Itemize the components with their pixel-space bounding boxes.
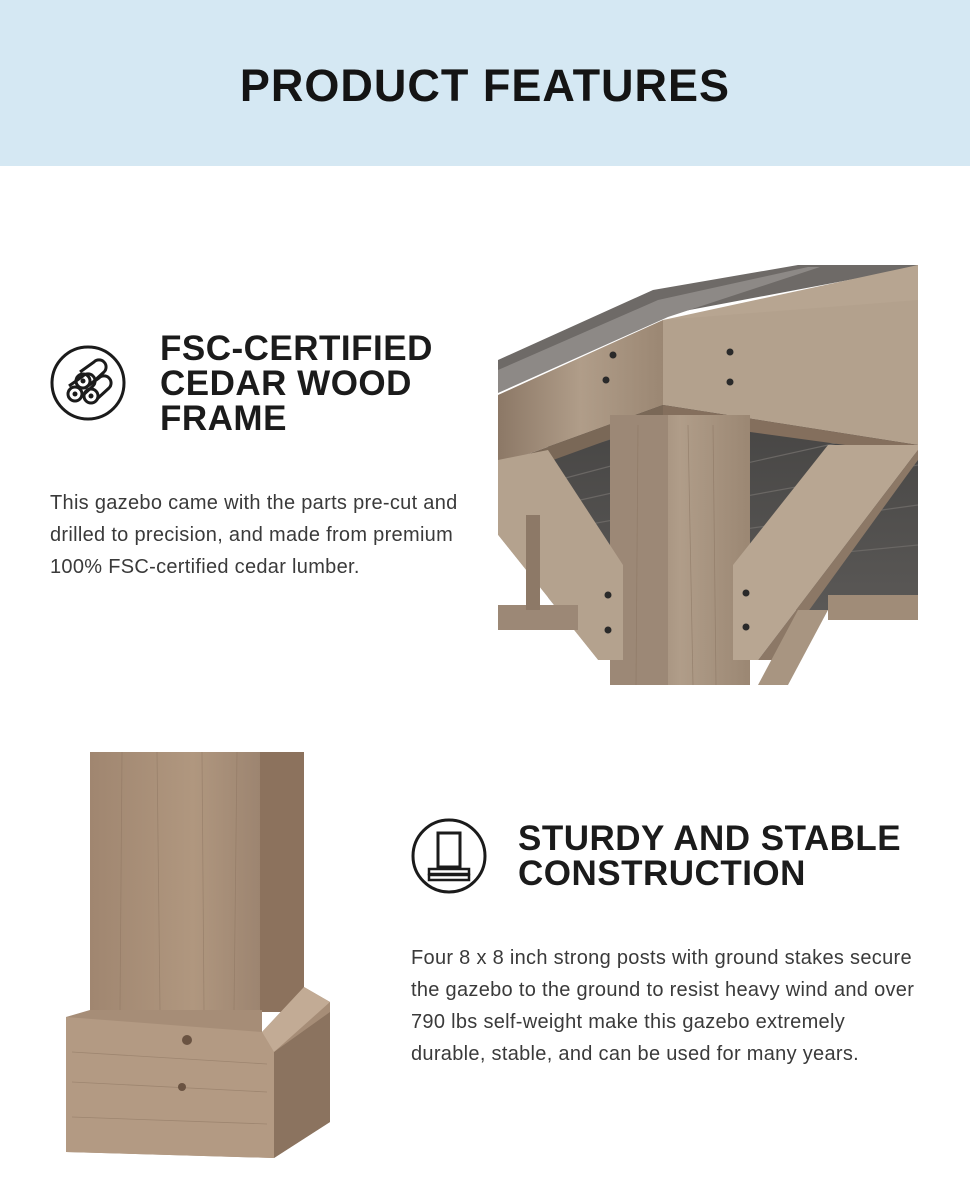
gazebo-corner-photo xyxy=(498,265,918,685)
wood-logs-icon xyxy=(50,345,126,421)
feature-description: Four 8 x 8 inch strong posts with ground stakes secure the gazebo to the ground to resist heavy wind and over 790 lbs self-weight make this gazebo extremely durable, stable, and can be used for many years. xyxy=(411,947,915,1065)
feature-title-line: FRAME xyxy=(160,399,287,438)
page-title: PRODUCT FEATURES xyxy=(239,60,731,111)
feature-description: This gazebo came with the parts pre-cut and drilled to precision, and made from premium 100% FSC-certified cedar lumber. xyxy=(50,492,458,578)
feature-title xyxy=(518,821,901,891)
feature-title-line: CEDAR WOOD xyxy=(160,364,412,403)
feature-title xyxy=(160,331,433,436)
post-base-photo xyxy=(62,752,332,1160)
feature-title-line: STURDY AND STABLE xyxy=(518,819,902,858)
feature-title-line: FSC-CERTIFIED xyxy=(160,329,433,368)
post-base-icon xyxy=(411,818,487,894)
header-banner xyxy=(0,0,970,166)
feature-title-line: CONSTRUCTION xyxy=(518,854,806,893)
